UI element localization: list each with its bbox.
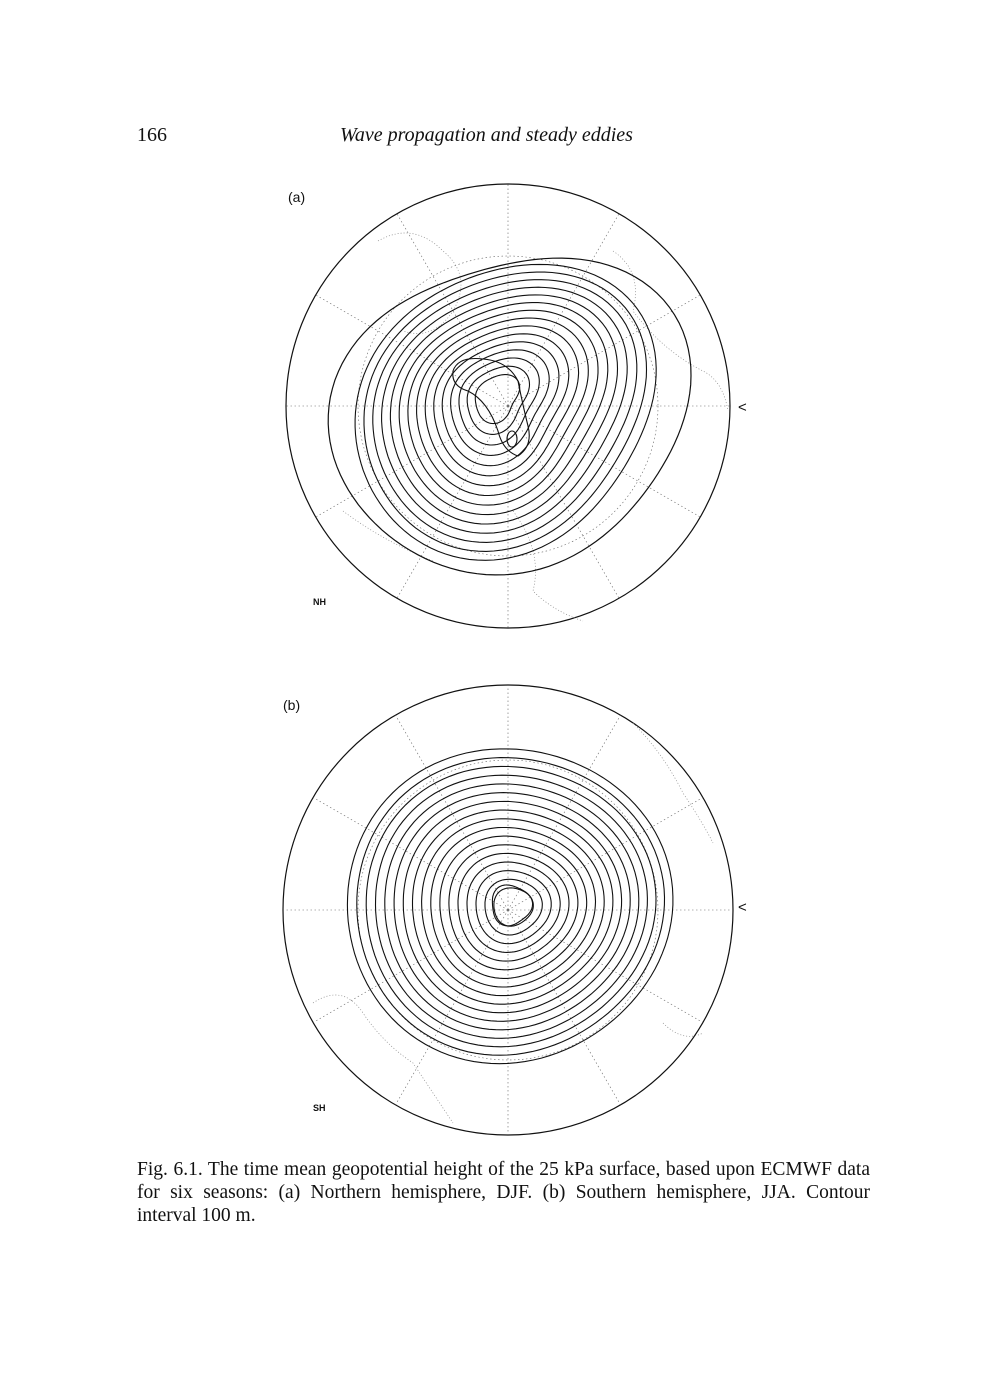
meridian-line: [313, 910, 508, 1023]
geopotential-contour: [376, 775, 648, 1038]
geopotential-contour: [403, 801, 621, 1012]
panel-b-label: (b): [283, 697, 301, 713]
coastline: [663, 1023, 703, 1036]
geopotential-contour: [355, 264, 656, 560]
meridian-line: [396, 910, 509, 1105]
panel-a-label: (a): [288, 189, 306, 205]
meridian-line: [316, 406, 508, 517]
geopotential-contour: [475, 375, 519, 424]
figure-caption: Fig. 6.1. The time mean geopotential height of the 25 kPa surface, based upon ECMWF data for six seasons: (a) Northern hemisphere, DJF. (b) Southern hemisphere, JJA. Contour interval 100 m.: [137, 1159, 870, 1226]
page-number: 166: [137, 124, 167, 146]
panel-a-side-marker: <: [738, 399, 747, 416]
meridian-line: [313, 798, 508, 911]
panel-a-polar-map: [283, 181, 733, 631]
geopotential-contour: [431, 828, 596, 988]
coastline: [378, 233, 461, 334]
panel-b-hemisphere-label: SH: [313, 1103, 326, 1113]
meridian-line: [508, 910, 703, 1023]
coastline: [313, 995, 453, 1123]
geopotential-contour: [476, 871, 551, 944]
running-title: Wave propagation and steady eddies: [340, 124, 633, 146]
geopotential-contour: [385, 784, 639, 1030]
geopotential-contour: [328, 258, 691, 575]
geopotential-contour: [458, 853, 569, 961]
geopotential-contour: [440, 836, 587, 978]
geopotential-contour: [434, 334, 569, 476]
geopotential-contour: [425, 326, 578, 486]
geopotential-contour: [408, 310, 598, 505]
coastline: [633, 723, 713, 843]
panel-b-side-marker: <: [738, 899, 747, 916]
meridian-line: [396, 715, 509, 910]
panel-b-polar-map: [283, 683, 733, 1138]
geopotential-contour: [459, 358, 539, 445]
panel-a-hemisphere-label: NH: [313, 597, 326, 607]
geopotential-contour: [451, 350, 550, 456]
meridian-line: [316, 295, 508, 406]
geopotential-contour: [467, 862, 560, 952]
polar-low-contour: [453, 359, 529, 457]
geopotential-contour: [449, 845, 578, 970]
